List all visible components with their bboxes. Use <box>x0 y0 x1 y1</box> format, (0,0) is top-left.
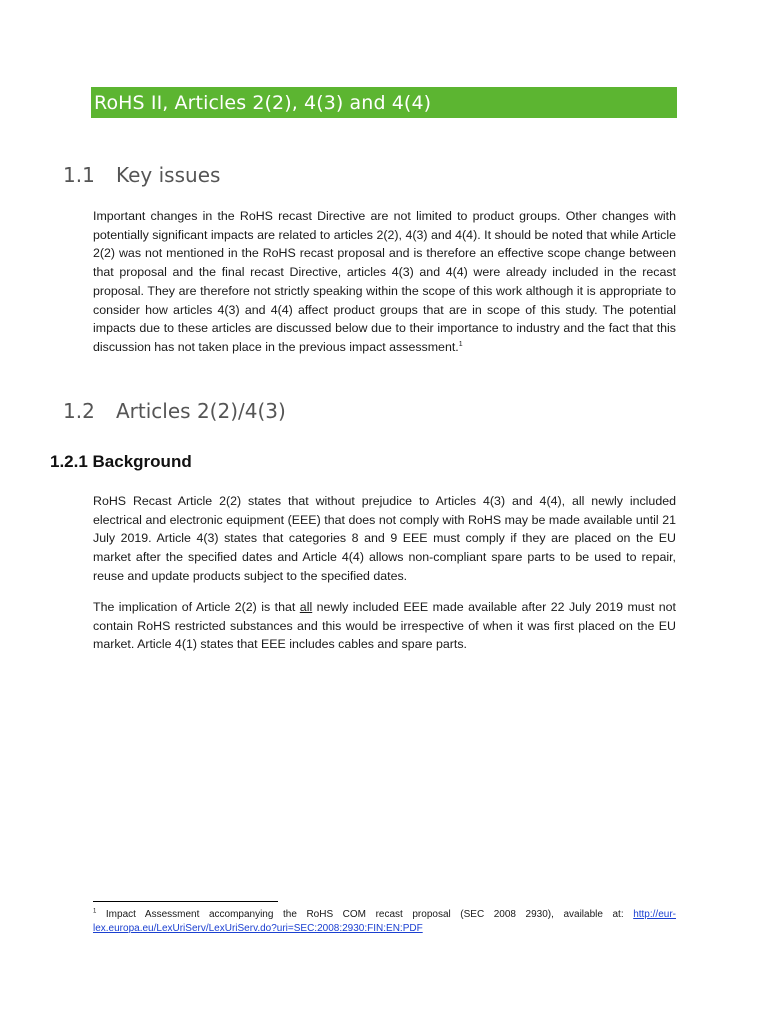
key-issues-text: Important changes in the RoHS recast Directive are not limited to product groups. Other changes with potentially significant impacts are related to articles 2(2), 4(3) and 4(4). It should be noted that while Article 2(2) was not mentioned in the RoHS recast proposal and is therefore an effective scope change between that proposal and the final recast Directive, articles 4(3) and 4(4) were already included in the recast proposal. They are therefore not strictly speaking within the scope of this work although it is appropriate to consider how articles 4(3) and 4(4) affect product groups that are in scope of this study. The potential impacts due to these articles are discussed below due to their importance to industry and the fact that this discussion has not taken place in the previous impact assessment. <box>93 209 676 354</box>
background-paragraph-1: RoHS Recast Article 2(2) states that without prejudice to Articles 4(3) and 4(4), all newly included electrical and electronic equipment (EEE) that does not comply with RoHS may be made available until 21 July 2019. Article 4(3) states that categories 8 and 9 EEE must comply if they are placed on the EU market after the specified dates and Article 4(4) allows non-compliant spare parts to be used to repair, reuse and update products subject to the specified dates. <box>93 494 676 583</box>
footnote-marker: 1 <box>93 908 97 915</box>
footnote-divider <box>93 901 278 902</box>
emphasis-all: all <box>299 600 313 614</box>
chapter-banner <box>91 87 677 118</box>
section-heading-articles <box>63 399 286 423</box>
section-number: 1.1 <box>63 163 95 187</box>
chapter-title: RoHS II, Articles 2(2), 4(3) and 4(4) <box>94 91 432 114</box>
paragraph-text: newly included EEE made available after 22 July 2019 must not contain RoHS restricted substances and this would be irrespective of when it was first placed on the EU market. Article 4(1) states that EEE includes cables and spare parts. <box>93 600 676 652</box>
paragraph-text: The implication of Article 2(2) is that <box>93 600 300 614</box>
footnote-text: Impact Assessment accompanying the RoHS COM recast proposal (SEC 2008 2930), available at: <box>96 909 634 920</box>
section-heading-key-issues <box>63 163 220 187</box>
background-paragraph-2 <box>93 598 676 654</box>
section-title: Articles 2(2)/4(3) <box>116 399 286 423</box>
section-number: 1.2 <box>63 399 95 423</box>
subsection-heading-background: 1.2.1 Background <box>50 452 192 471</box>
section-title: Key issues <box>116 163 221 187</box>
footnote-reference[interactable]: 1 <box>458 340 463 348</box>
footnote-link[interactable]: http://eur-lex.europa.eu/LexUriServ/LexUriServ.do?uri=SEC:2008:2930:FIN:EN:PDF <box>93 909 676 934</box>
footnote <box>93 908 676 936</box>
key-issues-paragraph <box>93 207 676 357</box>
